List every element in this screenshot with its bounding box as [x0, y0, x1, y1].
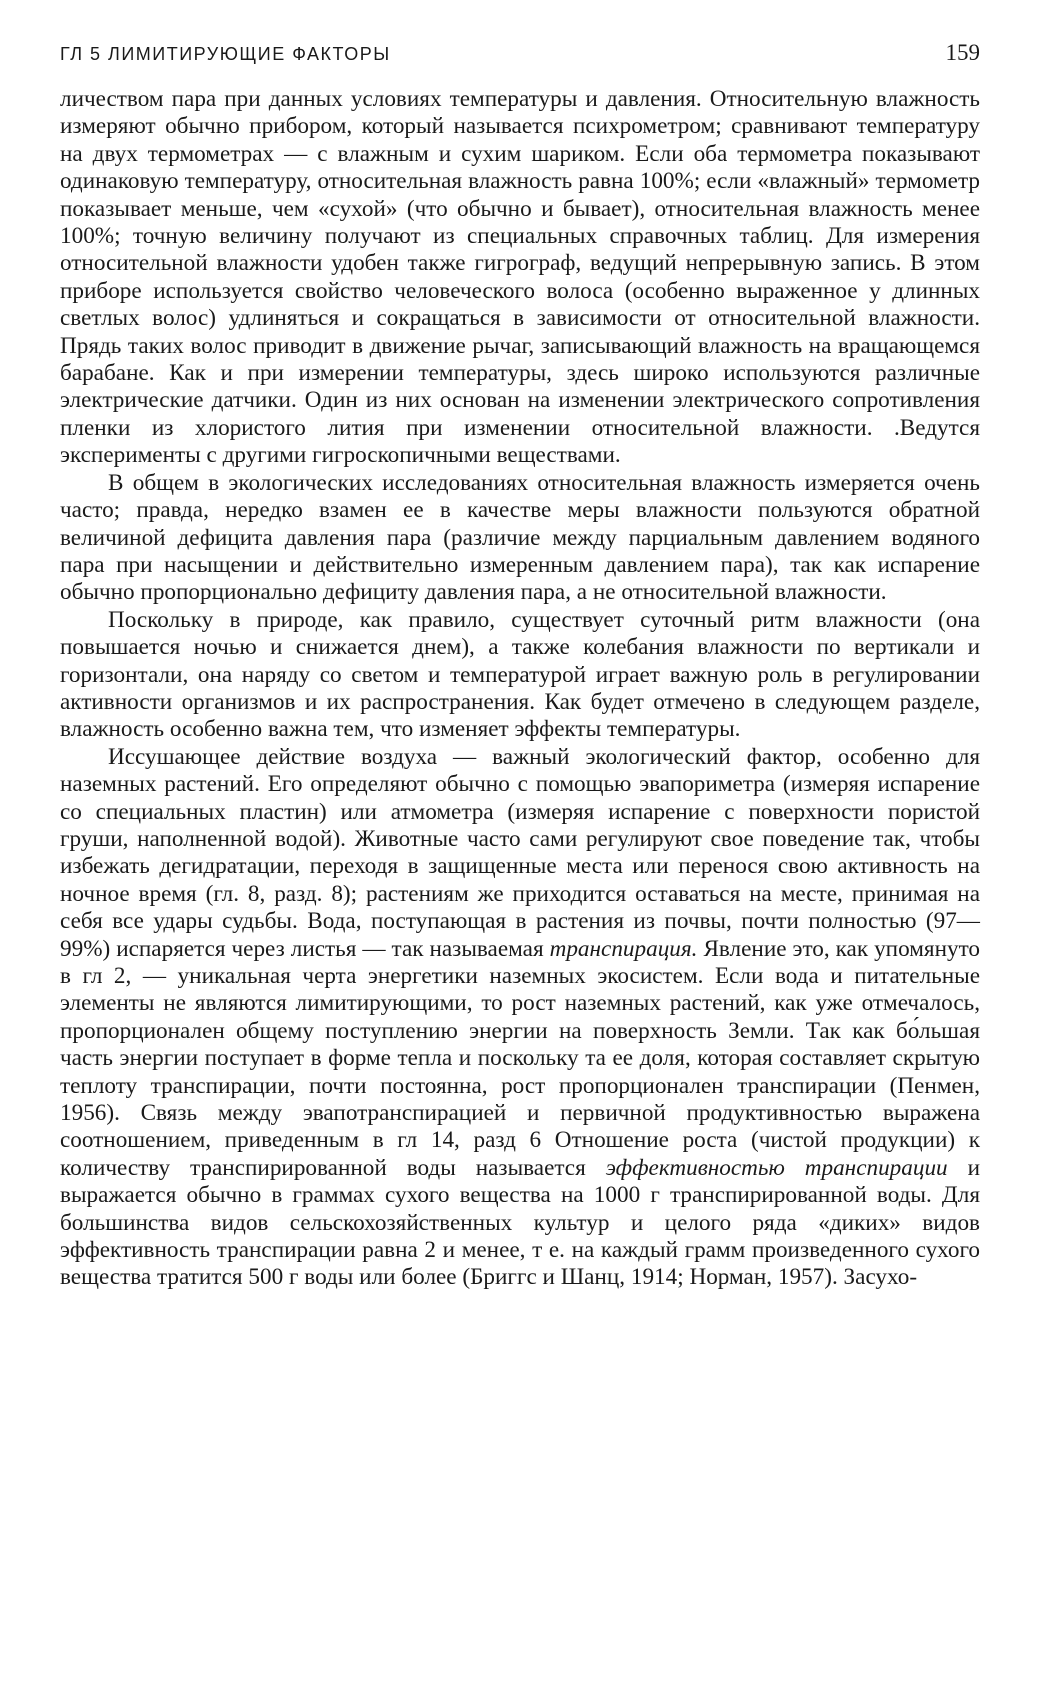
paragraph-text: Иссушающее действие воздуха — важный экологический фактор, особенно для наземных растений. Его определяют обычно с помощью эвапориметра (измеряя испарение со специальных пластин) или атмометра (измеряя испарение с поверхности пористой груши, наполненной водой). Животные часто сами регулируют свое поведение так, чтобы избежать дегидратации, переходя в защищенные места или перенося свою активность на ночное время (гл. 8, разд. 8); растениям же приходится оставаться на месте, принимая на себя все удары судьбы. Вода, поступающая в растения из почвы, почти полностью (97—99%) испаряется через листья — так называемая — [60, 743, 980, 962]
paragraph-text: Поскольку в природе, как правило, существует суточный ритм влажности (она повышается ночью и снижается днем), а также колебания влажности по вертикали и горизонтали, она наряду со светом и температурой играет важную роль в регулировании активности организмов и их распространения. Как будет отмечено в следующем разделе, влажность особенно важна тем, что изменяет эффекты температуры. — [60, 606, 980, 743]
term-transpiration: транспирация. — [549, 935, 698, 962]
term-transpiration-efficiency: эффективностью транспирации — [605, 1154, 948, 1181]
paragraph-text: личеством пара при данных условиях температуры и давления. Относительную влажность измеряют обычно прибором, который называется психрометром; сравнивают температуру на двух термометрах — с влажным и сухим шариком. Если оба термометра показывают одинаковую температуру, относительная влажность равна 100%; если «влажный» термометр показывает меньше, чем «сухой» (что обычно и бывает), относительная влажность менее 100%; точную величину получают из специальных справочных таблиц. Для измерения относительной влажности удобен также гигрограф, ведущий непрерывную запись. В этом приборе используется свойство человеческого волоса (особенно выраженное у длинных светлых волос) удлиняться и сокращаться в зависимости от относительной влажности. Прядь таких волос приводит в движение рычаг, записывающий влажность на вращающемся барабане. Как и при измерении температуры, здесь широко используются различные электрические датчики. Один из них основан на изменении электрического сопротивления пленки из хлористого лития при изменении относительной влажности. .Ведутся эксперименты с другими гигроскопичными веществами. — [60, 86, 980, 469]
paragraph-4 — [60, 744, 980, 1292]
body-text — [60, 86, 980, 1292]
paragraph-text: Явление это, как упомянуто в гл 2, — уникальная черта энергетики наземных экосистем. Если вода и питательные элементы не являются лимитирующими, то рост наземных растений, как уже отмечалось, пропорционален общему поступлению энергии на поверхность Земли. Так как бо́льшая часть энергии поступает в форме тепла и поскольку та ее доля, которая составляет скрытую теплоту транспирации, почти постоянна, рост пропорционален транспирации (Пенмен, 1956). Связь между эвапотранспирацией и первичной продуктивностью выражена соотношением, приведенным в гл 14, разд 6 Отношение роста (чистой продукции) к количеству транспирированной воды называется — [60, 935, 981, 1181]
paragraph-1 — [60, 86, 980, 470]
paragraph-3 — [60, 607, 980, 744]
running-title: ГЛ 5 ЛИМИТИРУЮЩИЕ ФАКТОРЫ — [60, 44, 391, 64]
paragraph-text: В общем в экологических исследованиях относительная влажность измеряется очень часто; правда, нередко взамен ее в качестве меры влажности пользуются обратной величиной дефицита давления пара (различие между парциальным давлением водяного пара при насыщении и действительно измеренным давлением пара), так как испарение обычно пропорционально дефициту давления пара, а не относительной влажности. — [60, 469, 980, 606]
paragraph-2 — [60, 470, 980, 607]
paragraph-text: и выражается обычно в граммах сухого вещества на 1000 г транспирированной воды. Для большинства видов сельскохозяйственных культур и целого ряда «диких» видов эффективность транспирации равна 2 и менее, т е. на каждый грамм произведенного сухого вещества тратится 500 г воды или более (Бриггс и Шанц, 1914; Норман, 1957). Засухо- — [60, 1154, 980, 1291]
page-number: 159 — [945, 40, 980, 65]
running-head — [60, 40, 980, 80]
book-page — [60, 40, 980, 1660]
